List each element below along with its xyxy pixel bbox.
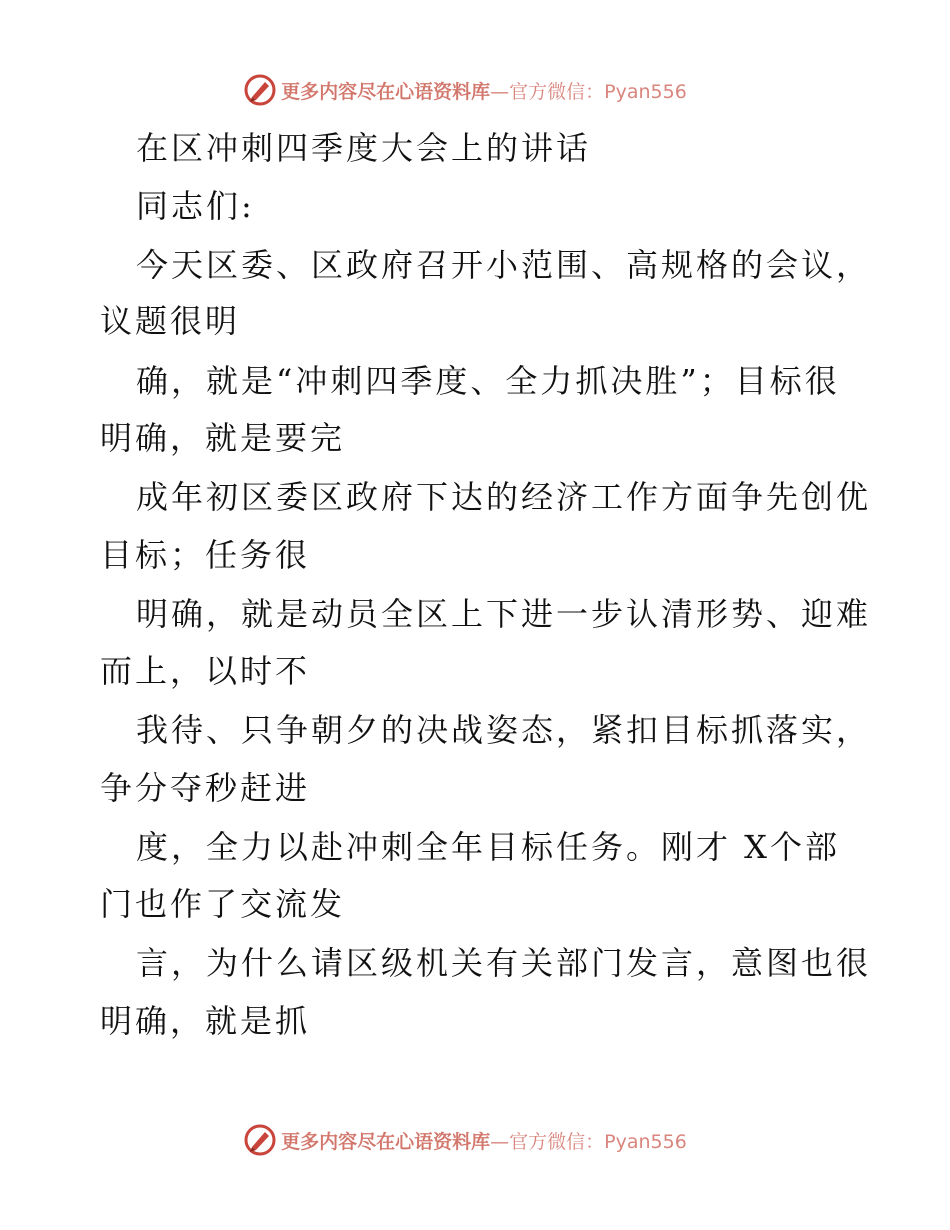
watermark-text	[281, 77, 687, 104]
header-watermark	[0, 70, 950, 110]
paragraph-line: 明确，就是抓	[100, 1002, 311, 1040]
watermark-brand: 更多内容尽在心语资料库	[281, 80, 491, 103]
paragraph-line: 门也作了交流发	[100, 885, 346, 923]
paragraph-line: 而上，以时不	[100, 652, 311, 690]
paragraph-line: 议题很明	[100, 302, 241, 340]
paragraph-line: 我待、只争朝夕的决战姿态，紧扣目标抓落实，	[136, 711, 872, 749]
paragraph-line: 争分夺秒赶进	[100, 769, 311, 807]
watermark-suffix: 官方微信：Pyan556	[509, 1130, 687, 1153]
paragraph-line: 明确，就是动员全区上下进一步认清形势、迎难	[136, 595, 872, 633]
watermark-text	[281, 1127, 687, 1154]
watermark-suffix: 官方微信：Pyan556	[509, 80, 687, 103]
watermark-dash: —	[490, 1130, 510, 1153]
paragraph-line: 明确，就是要完	[100, 419, 346, 457]
paragraph-line: 成年初区委区政府下达的经济工作方面争先创优	[136, 478, 872, 516]
watermark-dash: —	[490, 80, 510, 103]
document-title: 在区冲刺四季度大会上的讲话	[136, 129, 592, 167]
pen-logo-icon	[243, 73, 277, 107]
paragraph-line: 确，就是“冲刺四季度、全力抓决胜”；目标很	[136, 362, 840, 400]
footer-watermark	[0, 1120, 950, 1160]
paragraph-line: 言，为什么请区级机关有关部门发言，意图也很	[136, 944, 872, 982]
watermark-brand: 更多内容尽在心语资料库	[281, 1130, 491, 1153]
paragraph-line: 今天区委、区政府召开小范围、高规格的会议，	[136, 246, 872, 284]
salutation: 同志们:	[136, 187, 255, 225]
paragraph-line: 度，全力以赴冲刺全年目标任务。刚才 X个部	[136, 828, 840, 866]
paragraph-line: 目标；任务很	[100, 536, 311, 574]
pen-logo-icon	[243, 1123, 277, 1157]
